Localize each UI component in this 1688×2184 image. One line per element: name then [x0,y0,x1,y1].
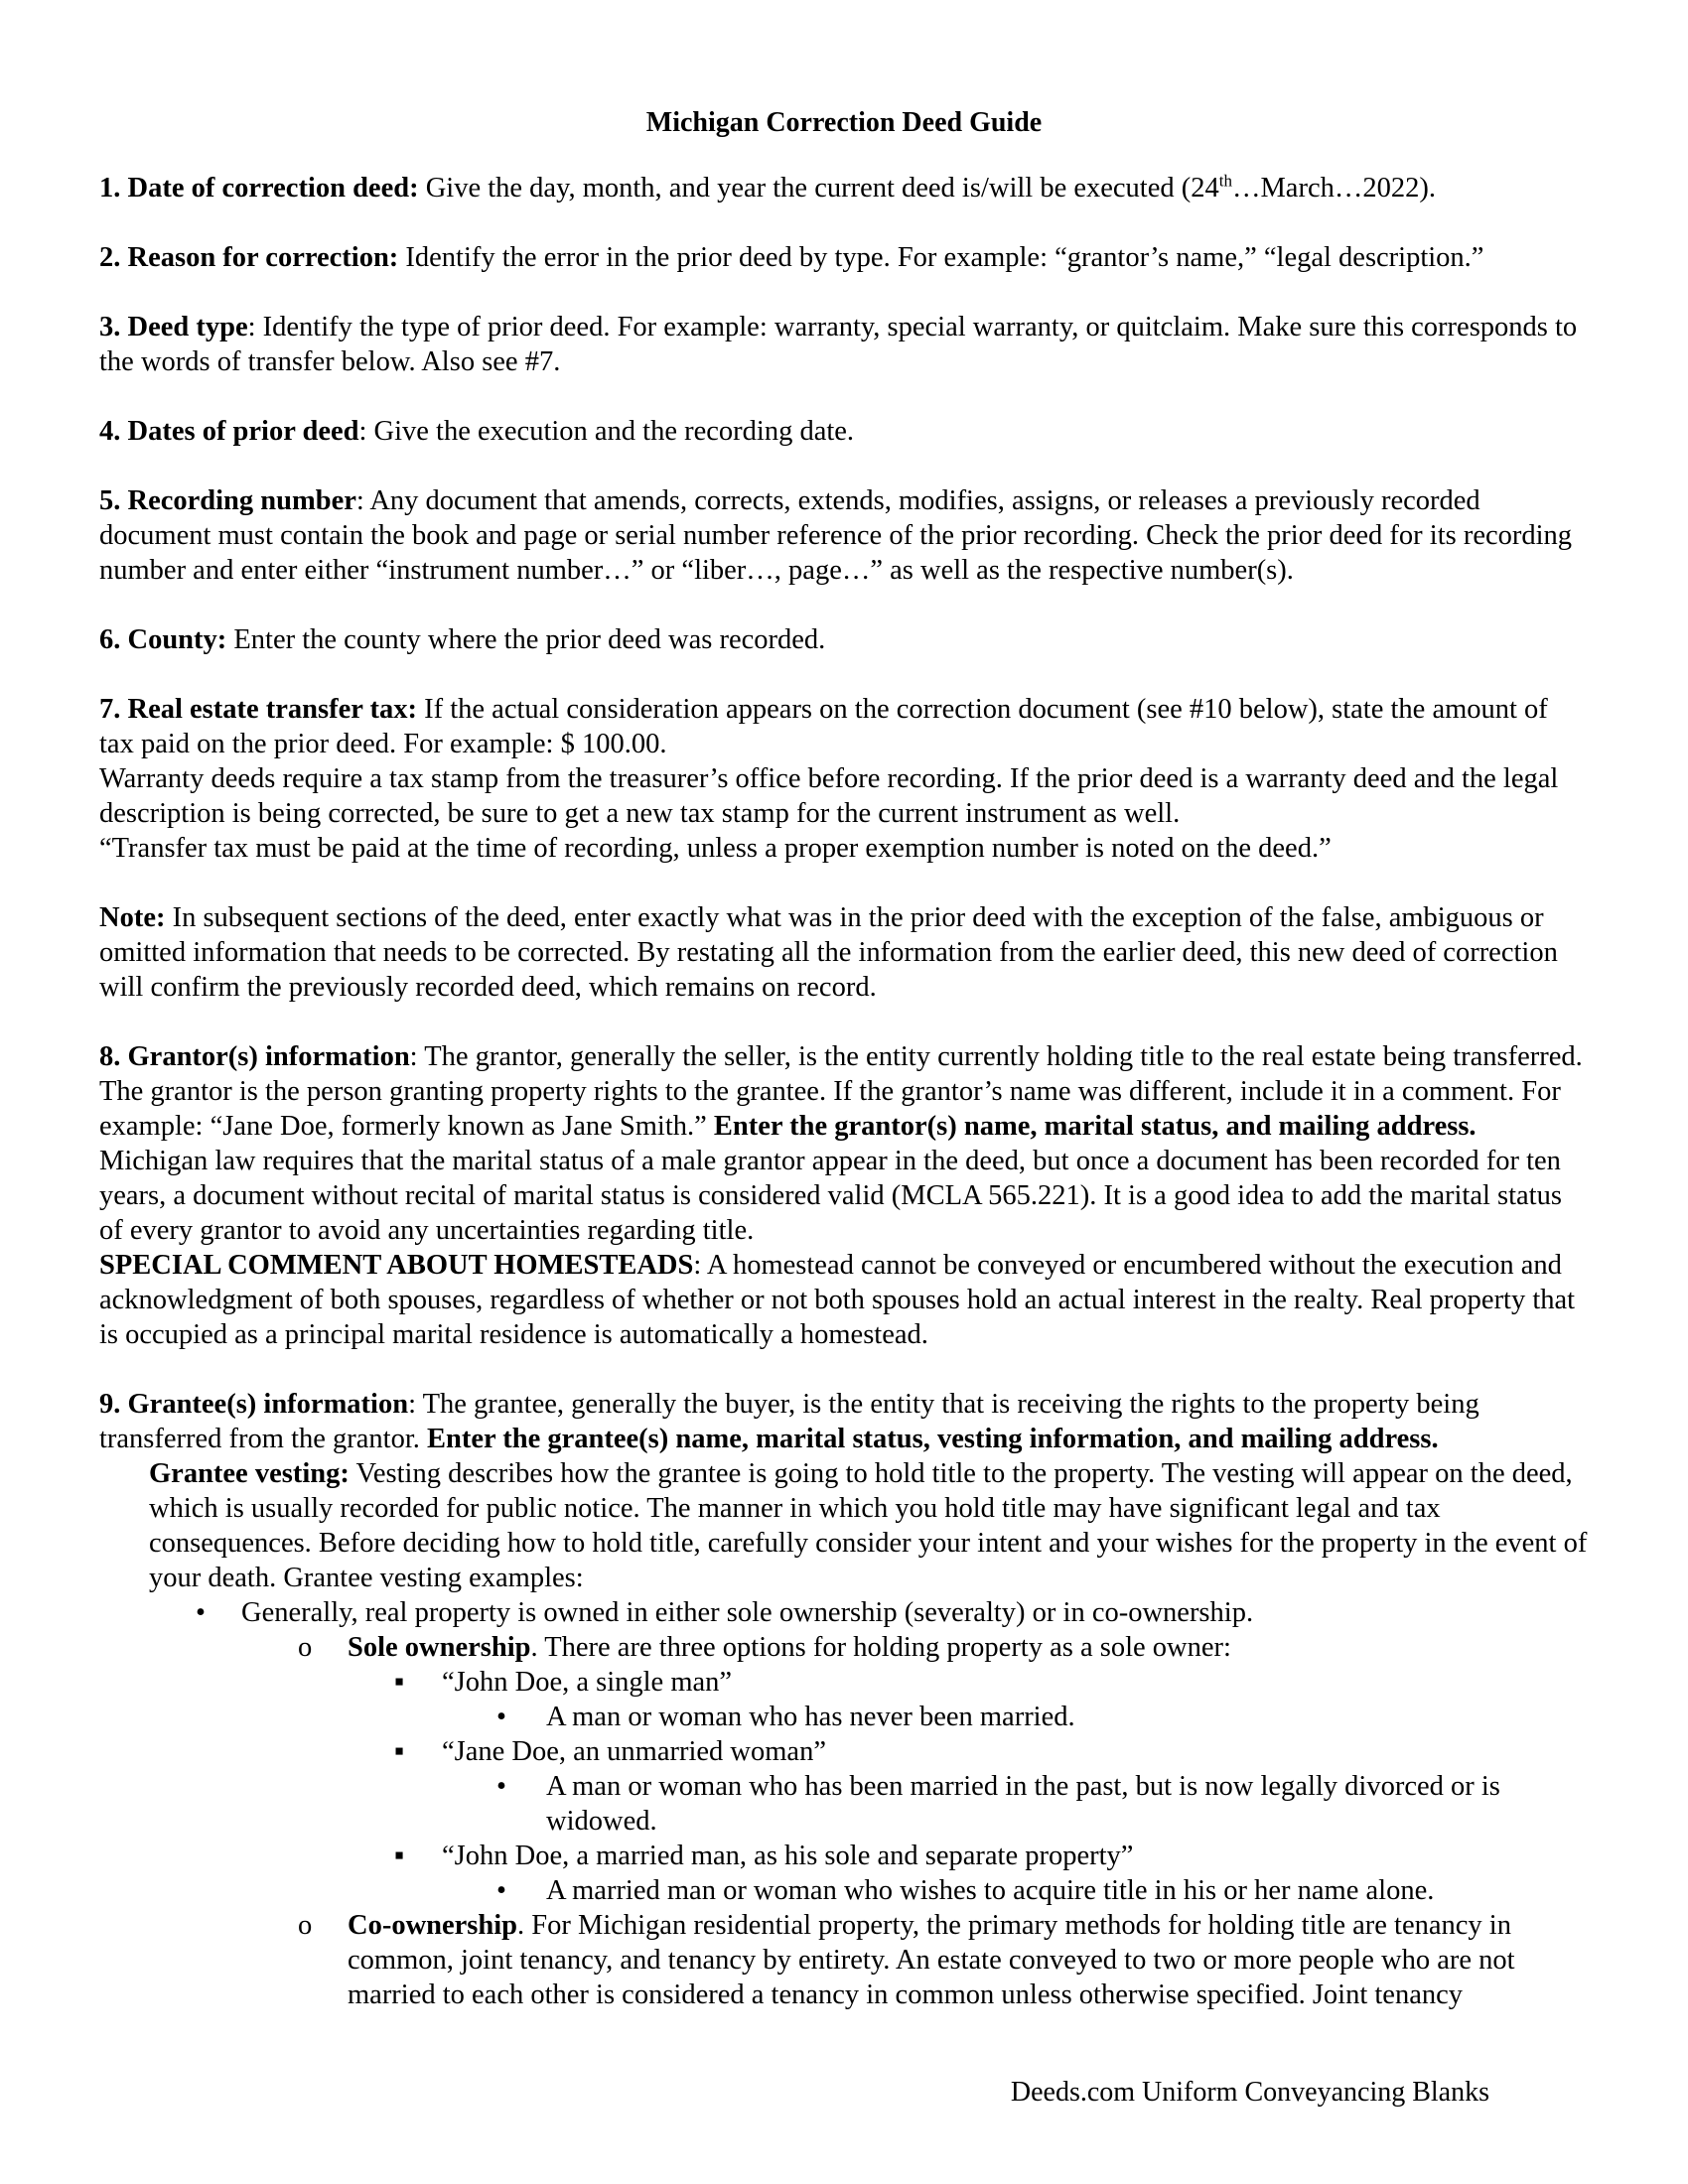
square-marker: ▪ [394,1736,405,1767]
list-item: • Generally, real property is owned in either sole ownership (severalty) or in co-ownership. [196,1597,1254,1628]
list-item: • A man or woman who has never been married. [496,1702,1075,1732]
grantee-vesting: Grantee vesting: Vesting describes how the grantee is going to hold title to the property. The vesting will appear on the deed, which is usually recorded for public notice. The manner in which you hold title may have significant legal and tax consequences. Before deciding how to hold title, carefully consider your intent and your wishes for the property in the event of your death. Grantee vesting examples: [149,1458,1588,1593]
square-marker: ▪ [394,1841,405,1871]
homestead-comment: SPECIAL COMMENT ABOUT HOMESTEADS: A homestead cannot be conveyed or encumbered without the execution and acknowledgment of both spouses, regardless of whether or not both spouses hold an actual interest in the realty. Real property that is occupied as a principal marital residence is automatically a homestead. [99,1250,1576,1350]
bullet-marker: • [496,1771,506,1802]
item-heading: 1. Date of correction deed: [99,173,419,204]
bullet-marker: • [496,1702,506,1732]
item-heading: 8. Grantor(s) information [99,1041,410,1072]
item-heading: 4. Dates of prior deed [99,416,359,447]
item-county: 6. County: Enter the county where the prior deed was recorded. [99,624,826,655]
circle-marker: o [298,1910,313,1941]
item-deed-type: 3. Deed type: Identify the type of prior deed. For example: warranty, special warranty, or quitclaim. Make sure this corresponds to the words of transfer below. Also see #7. [99,312,1578,377]
guide-body [99,171,1589,2012]
item-reason-for-correction: 2. Reason for correction: Identify the error in the prior deed by type. For example: “grantor’s name,” “legal description.” [99,242,1484,273]
square-marker: ▪ [394,1667,405,1698]
bullet-marker: • [496,1875,506,1906]
list-item: o Sole ownership. There are three options for holding property as a sole owner: [298,1632,1231,1663]
list-item: ▪ “John Doe, a married man, as his sole and separate property” [394,1841,1134,1871]
item-heading: 9. Grantee(s) information [99,1389,409,1420]
list-item: o Co-ownership. For Michigan residential property, the primary methods for holding title are tenancy in common, joint tenancy, and tenancy by entirety. An estate conveyed to two or more people who are not married to each other is considered a tenancy in common unless otherwise specified. Joint tenancy [298,1910,1515,2010]
item-heading: 6. County: [99,624,227,655]
item-date-of-correction: 1. Date of correction deed: Give the day, month, and year the current deed is/will be executed (24th…March…2022). [99,171,1436,204]
page-title: Michigan Correction Deed Guide [645,107,1043,138]
note-paragraph: Note: In subsequent sections of the deed, enter exactly what was in the prior deed with the exception of the false, ambiguous or omitted information that needs to be corrected. By restating all the information from the earlier deed, this new deed of correction will confirm the previously recorded deed, which remains on record. [99,902,1558,1003]
list-item: • A man or woman who has been married in the past, but is now legally divorced or is widowed. [496,1771,1500,1837]
item-heading: 5. Recording number [99,485,356,516]
item-heading: 7. Real estate transfer tax: [99,694,417,725]
list-item: • A married man or woman who wishes to acquire title in his or her name alone. [496,1875,1435,1906]
vesting-examples-list [99,1595,1589,2012]
list-item: ▪ “Jane Doe, an unmarried woman” [394,1736,826,1767]
list-item: ▪ “John Doe, a single man” [394,1667,733,1698]
item-heading: 3. Deed type [99,312,248,342]
item-dates-of-prior-deed: 4. Dates of prior deed: Give the execution and the recording date. [99,416,855,447]
item-grantor-information: 8. Grantor(s) information: The grantor, generally the seller, is the entity currently holding title to the real estate being transferred. The grantor is the person granting property rights to the grantee. If the grantor’s name was different, include it in a comment. For example: “Jane Doe, formerly known as Jane Smith.” Enter the grantor(s) name, marital status, and mailing address. Michigan law requires that the marital status of a male grantor appear in the deed, but once a document has been recorded for ten years, a document without recital of marital status is considered valid (MCLA 565.221). It is a good idea to add the marital status of every grantor to avoid any uncertainties regarding title. SPECIAL COMMENT ABOUT HOMESTEADS: A homestead cannot be conveyed or encumbered without the execution and acknowledgment of both spouses, regardless of whether or not both spouses hold an actual interest in the realty. Real property that is occupied as a principal marital residence is automatically a homestead. [99,1039,1589,1352]
item-transfer-tax: 7. Real estate transfer tax: If the actual consideration appears on the correction document (see #10 below), state the amount of tax paid on the prior deed. For example: $ 100.00. Warranty deeds require a tax stamp from the treasurer’s office before recording. If the prior deed is a warranty deed and the legal description is being corrected, be sure to get a new tax stamp for the current instrument as well. “Transfer tax must be paid at the time of recording, unless a proper exemption number is noted on the deed.” [99,694,1559,864]
item-grantee-information: 9. Grantee(s) information: The grantee, generally the buyer, is the entity that is receiving the rights to the property being transferred from the grantor. Enter the grantee(s) name, marital status, vesting information, and mailing address. Grantee vesting: Vesting describes how the grantee is going to hold title to the property. The vesting will appear on the deed, which is usually recorded for public notice. The manner in which you hold title may have significant legal and tax consequences. Before deciding how to hold title, carefully consider your intent and your wishes for the property in the event of your death. Grantee vesting examples: • Generally, real property is owned in either sole ownership (severalty) or in co-ownership. o Sole ownership. There are three options for holding property as a sole owner: ▪ “John Doe, a single man” • A man or woman who has never been married. ▪ “Jane Doe, an unmarried woman” • A man or woman who has been married in the past, but is now legally divorced or is widowed. ▪ “John Doe, a married man, as his sole and separate property” • A married man or woman who wishes to acquire title in his or her name alone. o Co-ownership. For Michigan residential property, the primary methods for holding title are tenancy in common, joint tenancy, and tenancy by entirety. An estate conveyed to two or more people who are not married to each other is considered a tenancy in common unless otherwise specified. Joint tenancy [99,1389,1588,2010]
item-heading: 2. Reason for correction: [99,242,399,273]
note-heading: Note: [99,902,166,933]
item-recording-number: 5. Recording number: Any document that amends, corrects, extends, modifies, assigns, or releases a previously recorded document must contain the book and page or serial number reference of the prior recording. Check the prior deed for its recording number and enter either “instrument number…” or “liber…, page…” as well as the respective number(s). [99,485,1573,586]
page-footer: Deeds.com Uniform Conveyancing Blanks [1010,2077,1489,2108]
bullet-marker: • [196,1597,206,1628]
circle-marker: o [298,1632,313,1663]
